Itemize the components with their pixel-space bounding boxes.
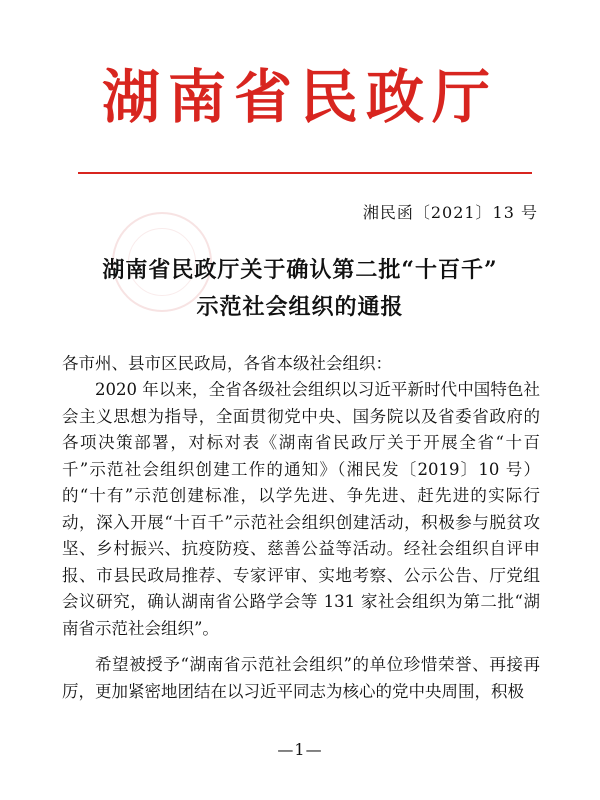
agency-masthead: 湖南省民政厅 — [101, 63, 498, 131]
page-number: —1— — [277, 740, 323, 759]
document-number: 湘民函〔2021〕13 号 — [362, 203, 538, 222]
document-title-line-2: 示范社会组织的通报 — [196, 294, 404, 320]
addressee: 各市州、县市区民政局，各省本级社会组织： — [62, 354, 392, 373]
document-title-line-1: 湖南省民政厅关于确认第二批“十百千” — [102, 257, 498, 283]
paragraph-2: 希望被授予“湖南省示范社会组织”的单位珍惜荣誉、再接再厉，更加紧密地团结在以习近平同志为核心的党中央周围，积极 — [62, 655, 540, 701]
body-text — [62, 377, 540, 705]
red-divider — [78, 172, 532, 174]
paragraph-1: 2020 年以来，全省各级社会组织以习近平新时代中国特色社会主义思想为指导，全面贯彻党中央、国务院以及省委省政府的各项决策部署，对标对表《湖南省民政厅关于开展全省“十百千”示范社会组织创建工作的通知》（湘民发〔2019〕10 号）的“十有”示范创建标准，以学先进、争先进、赶先进的实际行动，深入开展“十百千”示范社会组织创建活动，积极参与脱贫攻坚、乡村振兴、抗疫防疫、慈善公益等活动。经社会组织自评申报、市县民政局推荐、专家评审、实地考察、公示公告、厅党组会议研究，确认湖南省公路学会等 131 家社会组织为第二批“湖南省示范社会组织”。 — [62, 380, 540, 638]
